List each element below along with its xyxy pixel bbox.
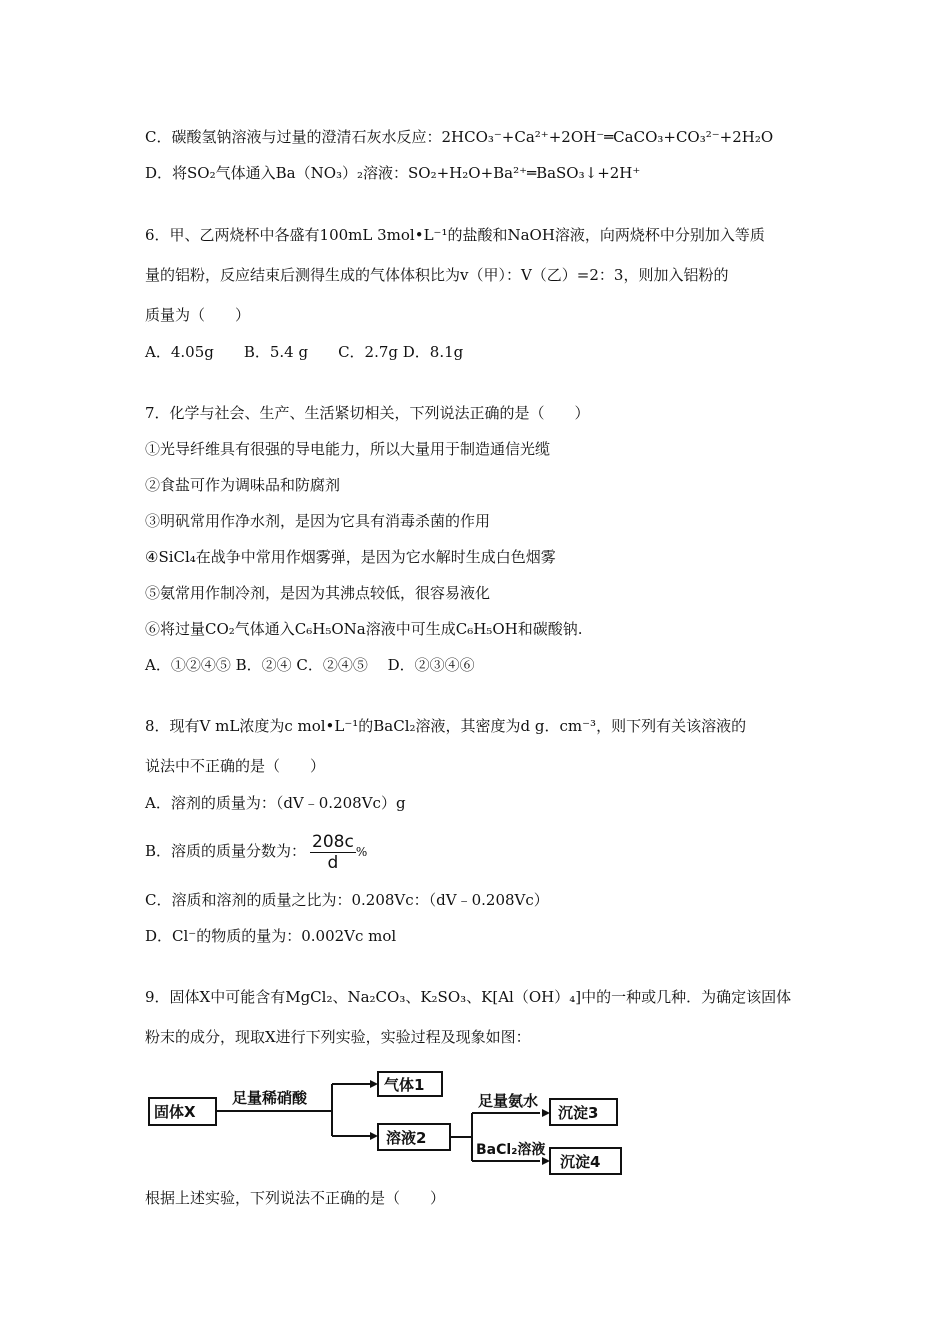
percent-sign: %	[355, 845, 368, 859]
fraction-numerator: 208c	[312, 831, 354, 852]
reagent-3-label: BaCl₂溶液	[476, 1142, 546, 1158]
fraction	[310, 832, 356, 873]
q6-stem-line2: 量的铝粉，反应结束后测得生成的气体体积比为v（甲）：V（乙）=2：3，则加入铝粉的	[145, 266, 729, 284]
q7-statement-6: ⑥将过量CO₂气体通入C₆H₅ONa溶液中可生成C₆H₅OH和碳酸钠.	[145, 620, 583, 638]
q5-option-c: C．碳酸氢钠溶液与过量的澄清石灰水反应：2HCO₃⁻+Ca²⁺+2OH⁻═CaCO₃+CO₃²⁻+2H₂O	[145, 128, 774, 146]
q8-option-b	[145, 830, 367, 873]
q7-statement-5: ⑤氨常用作制冷剂，是因为其沸点较低，很容易液化	[145, 584, 491, 602]
q7-statement-4: ④SiCl₄在战争中常用作烟雾弹，是因为它水解时生成白色烟雾	[145, 548, 556, 566]
q8-option-c: C．溶质和溶剂的质量之比为：0.208Vc：（dV﹣0.208Vc）	[145, 891, 549, 909]
q6-options: A．4.05g B．5.4 g C．2.7g D．8.1g	[145, 343, 464, 361]
q6-stem-line1: 6．甲、乙两烧杯中各盛有100mL 3mol•L⁻¹的盐酸和NaOH溶液，向两烧杯中分别加入等质	[145, 226, 765, 244]
arrowhead-icon	[370, 1132, 378, 1140]
reagent-1-label: 足量稀硝酸	[232, 1089, 308, 1107]
q7-options: A．①②④⑤ B．②④ C．②④⑤ D．②③④⑥	[145, 656, 475, 674]
q5-option-d: D．将SO₂气体通入Ba（NO₃）₂溶液：SO₂+H₂O+Ba²⁺═BaSO₃↓+2H⁺	[145, 164, 641, 182]
arrowhead-icon	[370, 1080, 378, 1088]
q9-stem-line1: 9．固体X中可能含有MgCl₂、Na₂CO₃、K₂SO₃、K[Al（OH）₄]中的一种或几种．为确定该固体	[145, 988, 792, 1006]
experiment-flow-diagram	[140, 1068, 640, 1180]
q7-statement-2: ②食盐可作为调味品和防腐剂	[145, 476, 341, 494]
q6-stem-line3: 质量为（ ）	[145, 306, 251, 324]
q8-option-a: A．溶剂的质量为：（dV﹣0.208Vc）g	[145, 794, 406, 812]
precipitate-3-label: 沉淀3	[558, 1104, 599, 1122]
q7-stem: 7．化学与社会、生产、生活紧切相关，下列说法正确的是（ ）	[145, 404, 590, 422]
gas-1-label: 气体1	[384, 1076, 425, 1094]
solid-x-label: 固体X	[154, 1103, 196, 1121]
fraction-denominator: d	[327, 852, 339, 873]
arrowhead-icon	[542, 1157, 550, 1165]
q9-after-diagram: 根据上述实验，下列说法不正确的是（ ）	[145, 1189, 446, 1207]
q7-statement-1: ①光导纤维具有很强的导电能力，所以大量用于制造通信光缆	[145, 440, 551, 458]
q8-stem-line1: 8．现有V mL浓度为c mol•L⁻¹的BaCl₂溶液，其密度为d g．cm⁻³，则下列有关该溶液的	[145, 717, 747, 735]
q9-stem-line2: 粉末的成分，现取X进行下列实验，实验过程及现象如图：	[145, 1028, 531, 1046]
arrowhead-icon	[542, 1109, 550, 1117]
q8-option-b-prefix: B．溶质的质量分数为：	[145, 842, 307, 860]
q7-statement-3: ③明矾常用作净水剂，是因为它具有消毒杀菌的作用	[145, 512, 491, 530]
solution-2-label: 溶液2	[386, 1129, 427, 1147]
q8-option-d: D．Cl⁻的物质的量为：0.002Vc mol	[145, 927, 397, 945]
precipitate-4-label: 沉淀4	[560, 1153, 601, 1171]
reagent-2-label: 足量氨水	[478, 1092, 539, 1110]
q8-stem-line2: 说法中不正确的是（ ）	[145, 757, 326, 775]
